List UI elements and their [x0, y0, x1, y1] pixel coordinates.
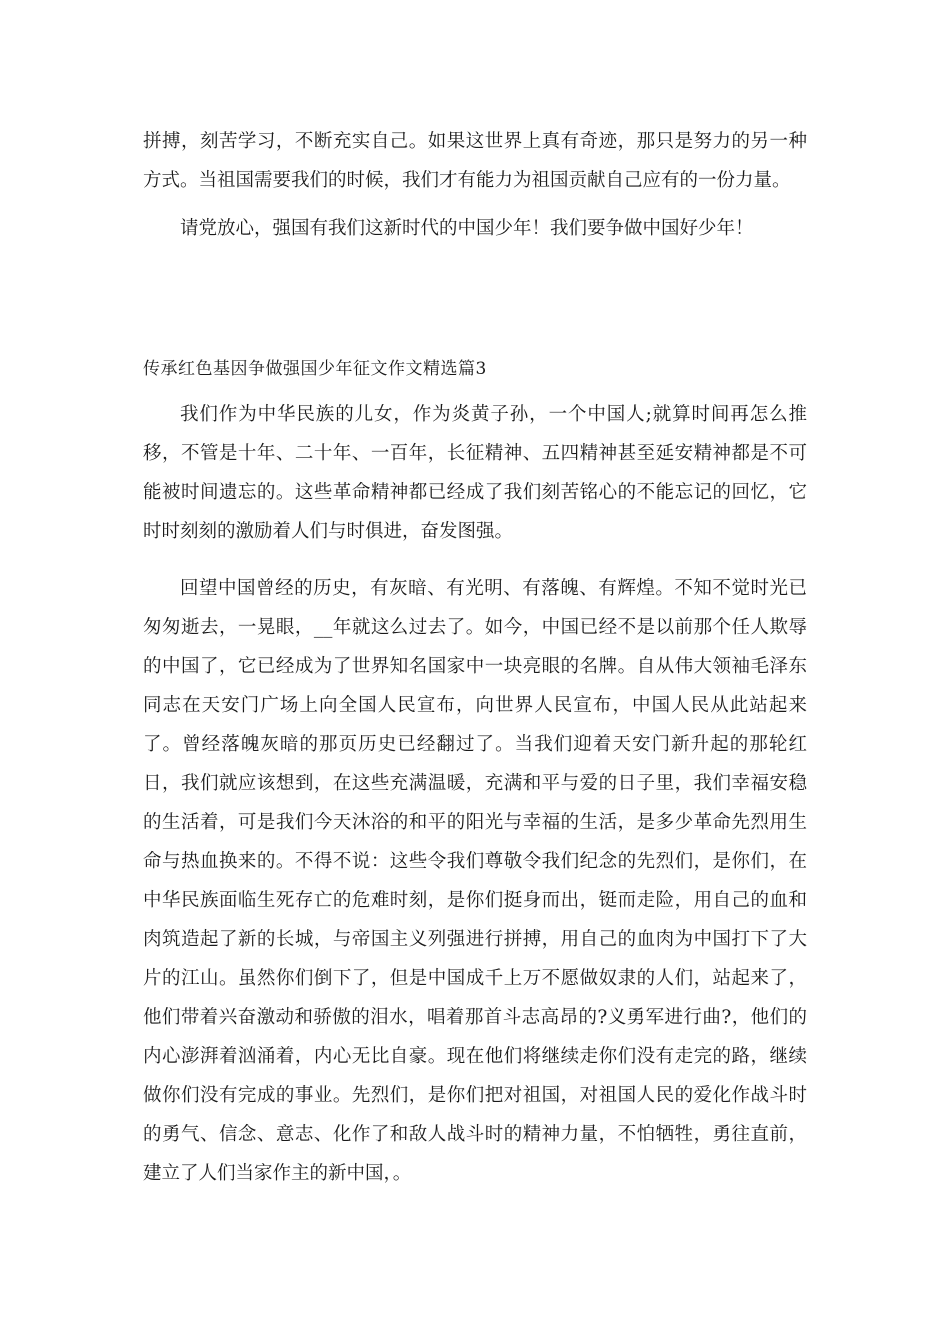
intro-paragraph: 拼搏，刻苦学习，不断充实自己。如果这世界上真有奇迹，那只是努力的另一种方式。当祖国需要我们的时候，我们才有能力为祖国贡献自己应有的一份力量。	[143, 131, 807, 191]
document-page	[143, 122, 807, 1193]
closing-line: 请党放心，强国有我们这新时代的中国少年！我们要争做中国好少年！	[180, 218, 754, 239]
paragraph-2: 回望中国曾经的历史，有灰暗、有光明、有落魄、有辉煌。不知不觉时光已匆匆逝去，一晃眼，__年就这么过去了。如今，中国已经不是以前那个任人欺辱的中国了，它已经成为了世界知名国家中一块亮眼的名牌。自从伟大领袖毛泽东同志在天安门广场上向全国人民宣布，向世界人民宣布，中国人民从此站起来了。曾经落魄灰暗的那页历史已经翻过了。当我们迎着天安门新升起的那轮红日，我们就应该想到，在这些充满温暖，充满和平与爱的日子里，我们幸福安稳的生活着，可是我们今天沐浴的和平的阳光与幸福的生活，是多少革命先烈用生命与热血换来的。不得不说：这些令我们尊敬令我们纪念的先烈们，是你们，在中华民族面临生死存亡的危难时刻，是你们挺身而出，铤而走险，用自己的血和肉筑造起了新的长城，与帝国主义列强进行拼搏，用自己的血肉为中国打下了大片的江山。虽然你们倒下了，但是中国成千上万不愿做奴隶的人们，站起来了，他们带着兴奋激动和骄傲的泪水，唱着那首斗志高昂的?义勇军进行曲?，他们的内心澎湃着汹涌着，内心无比自豪。现在他们将继续走你们没有走完的路，继续做你们没有完成的事业。先烈们，是你们把对祖国，对祖国人民的爱化作战斗时的勇气、信念、意志、化作了和敌人战斗时的精神力量，不怕牺牲，勇往直前，建立了人们当家作主的新中国，。	[143, 578, 807, 1184]
paragraph-1: 我们作为中华民族的儿女，作为炎黄子孙，一个中国人;就算时间再怎么推移，不管是十年、二十年、一百年，长征精神、五四精神甚至延安精神都是不可能被时间遗忘的。这些革命精神都已经成了我们刻苦铭心的不能忘记的回忆，它时时刻刻的激励着人们与时俱进，奋发图强。	[143, 404, 807, 542]
section-title: 传承红色基因争做强国少年征文作文精选篇3	[143, 359, 487, 379]
